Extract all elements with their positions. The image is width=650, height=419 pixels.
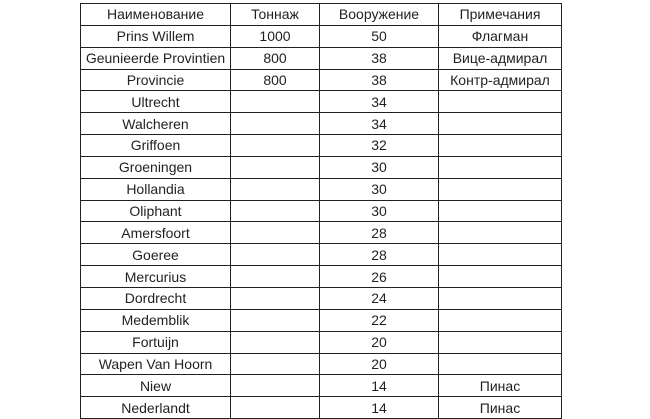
table-row [81, 331, 562, 353]
cell-name: Dordrecht [81, 287, 231, 309]
cell-tonnage [231, 91, 320, 113]
cell-tonnage [231, 309, 320, 331]
cell-tonnage [231, 113, 320, 135]
cell-tonnage [231, 156, 320, 178]
table-row [81, 309, 562, 331]
cell-name: Mercurius [81, 266, 231, 288]
cell-tonnage [231, 331, 320, 353]
header-tonnage: Тоннаж [231, 4, 320, 26]
table-row [81, 47, 562, 69]
cell-armament: 38 [320, 69, 439, 91]
cell-tonnage [231, 397, 320, 419]
cell-armament: 14 [320, 397, 439, 419]
cell-note: Пинас [439, 375, 562, 397]
cell-name: Nederlandt [81, 397, 231, 419]
cell-note [439, 178, 562, 200]
table-row [81, 91, 562, 113]
cell-note [439, 222, 562, 244]
cell-name: Hollandia [81, 178, 231, 200]
cell-name: Medemblik [81, 309, 231, 331]
cell-tonnage [231, 178, 320, 200]
cell-armament: 28 [320, 244, 439, 266]
cell-note [439, 156, 562, 178]
cell-note [439, 353, 562, 375]
header-notes: Примечания [439, 4, 562, 26]
table-row [81, 178, 562, 200]
cell-armament: 22 [320, 309, 439, 331]
cell-note [439, 287, 562, 309]
table-body [81, 25, 562, 418]
cell-note [439, 200, 562, 222]
table-row [81, 156, 562, 178]
cell-armament: 38 [320, 47, 439, 69]
cell-tonnage: 1000 [231, 25, 320, 47]
ships-table [80, 3, 562, 419]
cell-armament: 24 [320, 287, 439, 309]
table-row [81, 135, 562, 157]
cell-name: Ultrecht [81, 91, 231, 113]
cell-name: Oliphant [81, 200, 231, 222]
table-row [81, 287, 562, 309]
cell-name: Niew [81, 375, 231, 397]
header-name: Наименование [81, 4, 231, 26]
table-row [81, 200, 562, 222]
cell-armament: 30 [320, 178, 439, 200]
table-header [81, 4, 562, 26]
cell-tonnage [231, 353, 320, 375]
cell-tonnage [231, 222, 320, 244]
table-row [81, 375, 562, 397]
cell-name: Walcheren [81, 113, 231, 135]
cell-armament: 34 [320, 113, 439, 135]
cell-note [439, 135, 562, 157]
cell-note [439, 244, 562, 266]
cell-tonnage [231, 244, 320, 266]
table-row [81, 244, 562, 266]
cell-armament: 34 [320, 91, 439, 113]
table-row [81, 397, 562, 419]
cell-armament: 26 [320, 266, 439, 288]
cell-note: Флагман [439, 25, 562, 47]
cell-armament: 28 [320, 222, 439, 244]
cell-name: Prins Willem [81, 25, 231, 47]
table-row [81, 353, 562, 375]
table-row [81, 113, 562, 135]
cell-tonnage [231, 200, 320, 222]
cell-tonnage [231, 287, 320, 309]
cell-armament: 14 [320, 375, 439, 397]
header-row [81, 4, 562, 26]
cell-armament: 50 [320, 25, 439, 47]
cell-note [439, 309, 562, 331]
cell-name: Fortuijn [81, 331, 231, 353]
cell-armament: 32 [320, 135, 439, 157]
cell-armament: 30 [320, 156, 439, 178]
cell-note [439, 266, 562, 288]
cell-armament: 20 [320, 331, 439, 353]
cell-tonnage: 800 [231, 69, 320, 91]
cell-tonnage: 800 [231, 47, 320, 69]
cell-note [439, 331, 562, 353]
cell-name: Wapen Van Hoorn [81, 353, 231, 375]
cell-note: Пинас [439, 397, 562, 419]
cell-note [439, 113, 562, 135]
cell-name: Amersfoort [81, 222, 231, 244]
cell-tonnage [231, 375, 320, 397]
table-row [81, 25, 562, 47]
header-armament: Вооружение [320, 4, 439, 26]
cell-name: Groeningen [81, 156, 231, 178]
table-row [81, 266, 562, 288]
cell-armament: 20 [320, 353, 439, 375]
cell-name: Griffoen [81, 135, 231, 157]
cell-note: Вице-адмирал [439, 47, 562, 69]
cell-tonnage [231, 266, 320, 288]
cell-tonnage [231, 135, 320, 157]
cell-name: Goeree [81, 244, 231, 266]
cell-name: Provincie [81, 69, 231, 91]
cell-note: Контр-адмирал [439, 69, 562, 91]
cell-note [439, 91, 562, 113]
table-row [81, 222, 562, 244]
cell-name: Geunieerde Provintien [81, 47, 231, 69]
table-row [81, 69, 562, 91]
cell-armament: 30 [320, 200, 439, 222]
